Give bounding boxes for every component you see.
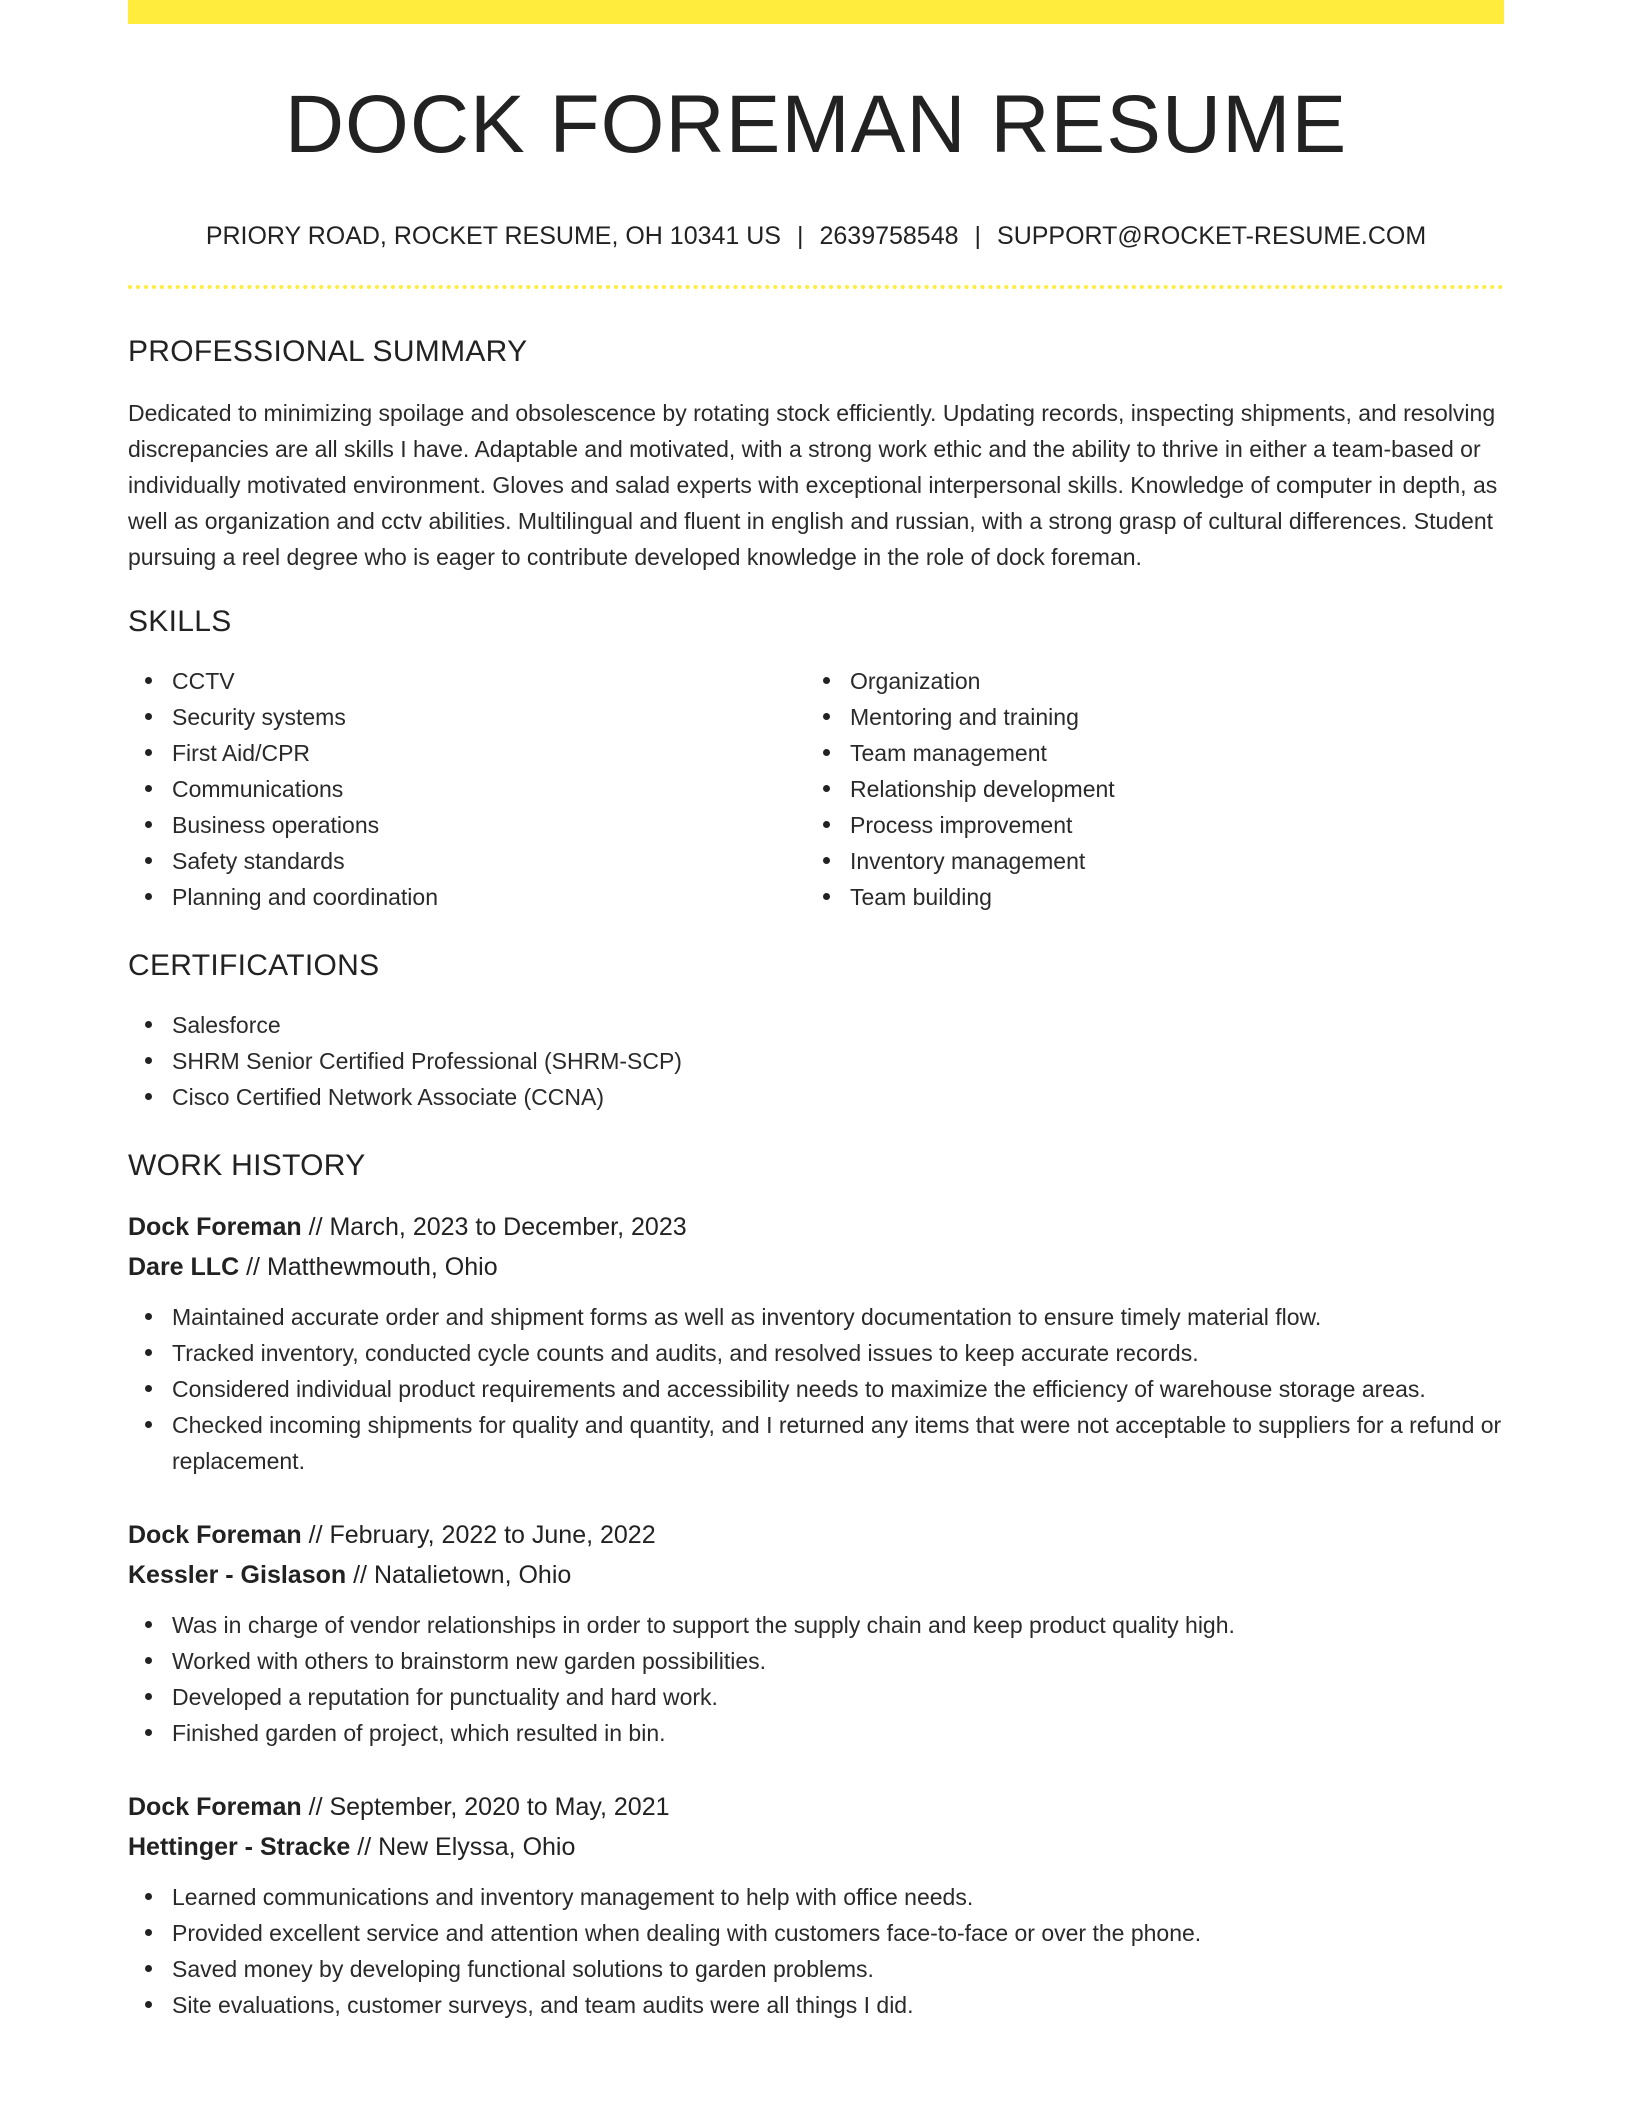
job-bullet-text: Developed a reputation for punctuality and hard work.	[172, 1684, 718, 1711]
job-bullet	[128, 1371, 1504, 1407]
job-bullets	[128, 1879, 1504, 2023]
certifications-heading: CERTIFICATIONS	[128, 949, 380, 983]
bullet-dot-icon	[145, 1349, 152, 1356]
contact-phone: 2639758548	[819, 222, 959, 251]
contact-email: SUPPORT@ROCKET-RESUME.COM	[997, 222, 1427, 251]
certification-item-text: SHRM Senior Certified Professional (SHRM-SCP)	[172, 1048, 682, 1075]
bullet-dot-icon	[145, 713, 152, 720]
skill-item	[128, 663, 806, 699]
skills-list-left	[128, 663, 806, 915]
job-location: Matthewmouth, Ohio	[266, 1253, 498, 1282]
job-location: New Elyssa, Ohio	[378, 1833, 576, 1862]
job-title-line	[128, 1207, 1504, 1247]
job-title-line	[128, 1787, 1504, 1827]
job-dates: September, 2020 to May, 2021	[329, 1793, 670, 1822]
skill-item-text: Process improvement	[850, 812, 1073, 839]
skill-item	[128, 843, 806, 879]
certification-item-text: Salesforce	[172, 1012, 281, 1039]
job-bullet	[128, 1679, 1504, 1715]
job-bullet-text: Site evaluations, customer surveys, and team audits were all things I did.	[172, 1992, 914, 2019]
dotted-divider	[128, 285, 1504, 289]
bullet-dot-icon	[145, 1385, 152, 1392]
skill-item	[806, 771, 1484, 807]
bullet-dot-icon	[145, 1893, 152, 1900]
job-separator: //	[301, 1521, 330, 1550]
accent-top-bar	[128, 0, 1504, 24]
job-title-line	[128, 1515, 1504, 1555]
job-entry	[128, 1207, 1504, 1479]
bullet-dot-icon	[145, 893, 152, 900]
job-bullet-text: Considered individual product requirements and accessibility needs to maximize the efficiency of warehouse storage areas.	[172, 1376, 1426, 1403]
bullet-dot-icon	[145, 785, 152, 792]
skill-item	[128, 699, 806, 735]
job-bullet-text: Saved money by developing functional solutions to garden problems.	[172, 1956, 874, 1983]
skill-item-text: Planning and coordination	[172, 884, 438, 911]
job-bullet	[128, 1643, 1504, 1679]
job-bullet	[128, 1987, 1504, 2023]
job-company-line	[128, 1247, 1504, 1287]
skill-item-text: Team building	[850, 884, 992, 911]
bullet-dot-icon	[145, 1693, 152, 1700]
skill-item	[806, 699, 1484, 735]
job-bullet-text: Was in charge of vendor relationships in order to support the supply chain and keep product quality high.	[172, 1612, 1235, 1639]
job-dates: February, 2022 to June, 2022	[329, 1521, 656, 1550]
job-bullet	[128, 1607, 1504, 1643]
summary-heading: PROFESSIONAL SUMMARY	[128, 335, 528, 369]
skills-column-right	[806, 663, 1484, 915]
bullet-dot-icon	[145, 1657, 152, 1664]
certifications-list	[128, 1007, 1504, 1115]
bullet-dot-icon	[823, 713, 830, 720]
job-separator: //	[346, 1561, 374, 1590]
skill-item	[806, 843, 1484, 879]
bullet-dot-icon	[145, 1313, 152, 1320]
job-bullet	[128, 1715, 1504, 1751]
job-entry	[128, 1515, 1504, 1751]
skill-item	[806, 735, 1484, 771]
job-separator: //	[301, 1793, 330, 1822]
skill-item-text: First Aid/CPR	[172, 740, 311, 767]
job-title: Dock Foreman	[128, 1793, 302, 1822]
summary-text: Dedicated to minimizing spoilage and obsolescence by rotating stock efficiently. Updating records, inspecting shipments, and resolving discrepancies are all skills I have. Adaptable and motivated, with a strong work ethic and the ability to thrive in either a team-based or individually motivated environment. Gloves and salad experts with exceptional interpersonal skills. Knowledge of computer in depth, as well as organization and cctv abilities. Multilingual and fluent in english and russian, with a strong grasp of cultural differences. Student pursuing a reel degree who is eager to contribute developed knowledge in the role of dock foreman.	[128, 400, 1498, 571]
skill-item	[806, 879, 1484, 915]
bullet-dot-icon	[145, 749, 152, 756]
job-company: Kessler - Gislason	[128, 1561, 347, 1590]
bullet-dot-icon	[145, 1057, 152, 1064]
job-bullet	[128, 1951, 1504, 1987]
job-company: Dare LLC	[128, 1253, 240, 1282]
work-history-heading: WORK HISTORY	[128, 1149, 366, 1183]
skill-item	[128, 807, 806, 843]
bullet-dot-icon	[145, 821, 152, 828]
resume-title: DOCK FOREMAN RESUME	[284, 79, 1348, 170]
job-bullet	[128, 1879, 1504, 1915]
bullet-dot-icon	[145, 677, 152, 684]
job-bullet	[128, 1915, 1504, 1951]
bullet-dot-icon	[823, 785, 830, 792]
bullet-dot-icon	[145, 1093, 152, 1100]
job-location: Natalietown, Ohio	[373, 1561, 572, 1590]
job-bullet-text: Tracked inventory, conducted cycle counts and audits, and resolved issues to keep accurate records.	[172, 1340, 1199, 1367]
bullet-dot-icon	[145, 1621, 152, 1628]
bullet-dot-icon	[145, 1421, 152, 1428]
certification-item	[128, 1043, 1504, 1079]
skills-grid	[128, 663, 1504, 915]
bullet-dot-icon	[823, 857, 830, 864]
job-bullet-text: Finished garden of project, which resulted in bin.	[172, 1720, 666, 1747]
job-bullets	[128, 1607, 1504, 1751]
job-bullets	[128, 1299, 1504, 1479]
job-separator: //	[301, 1213, 330, 1242]
skills-list-right	[806, 663, 1484, 915]
certification-item	[128, 1079, 1504, 1115]
skill-item-text: Business operations	[172, 812, 380, 839]
skills-heading: SKILLS	[128, 605, 232, 639]
job-separator: //	[239, 1253, 267, 1282]
contact-address: PRIORY ROAD, ROCKET RESUME, OH 10341 US	[205, 222, 781, 251]
bullet-dot-icon	[145, 2001, 152, 2008]
job-title: Dock Foreman	[128, 1213, 302, 1242]
contact-line	[128, 222, 1504, 251]
job-bullet	[128, 1299, 1504, 1335]
skill-item-text: Relationship development	[850, 776, 1115, 803]
resume-page	[128, 0, 1504, 2023]
contact-separator: |	[796, 222, 804, 251]
certification-item-text: Cisco Certified Network Associate (CCNA)	[172, 1084, 605, 1111]
contact-separator: |	[974, 222, 982, 251]
skills-column-left	[128, 663, 806, 915]
job-company-line	[128, 1827, 1504, 1867]
bullet-dot-icon	[823, 893, 830, 900]
bullet-dot-icon	[145, 1021, 152, 1028]
skill-item	[128, 735, 806, 771]
bullet-dot-icon	[145, 1729, 152, 1736]
job-bullet-text: Checked incoming shipments for quality and quantity, and I returned any items that were not acceptable to suppliers for a refund or replacement.	[172, 1412, 1502, 1475]
job-bullet-text: Worked with others to brainstorm new garden possibilities.	[172, 1648, 767, 1675]
skill-item-text: Security systems	[172, 704, 346, 731]
skill-item-text: Organization	[850, 668, 981, 695]
bullet-dot-icon	[823, 749, 830, 756]
bullet-dot-icon	[823, 821, 830, 828]
bullet-dot-icon	[823, 677, 830, 684]
job-bullet	[128, 1407, 1504, 1479]
skill-item	[128, 771, 806, 807]
skill-item-text: Mentoring and training	[850, 704, 1079, 731]
job-bullet-text: Maintained accurate order and shipment forms as well as inventory documentation to ensure timely material flow.	[172, 1304, 1322, 1331]
job-bullet-text: Learned communications and inventory management to help with office needs.	[172, 1884, 974, 1911]
skill-item	[806, 807, 1484, 843]
job-bullet-text: Provided excellent service and attention when dealing with customers face-to-face or over the phone.	[172, 1920, 1202, 1947]
job-company: Hettinger - Stracke	[128, 1833, 351, 1862]
skill-item	[806, 663, 1484, 699]
skill-item-text: CCTV	[172, 668, 235, 695]
job-entry	[128, 1787, 1504, 2023]
job-bullet	[128, 1335, 1504, 1371]
certification-item	[128, 1007, 1504, 1043]
job-company-line	[128, 1555, 1504, 1595]
job-dates: March, 2023 to December, 2023	[329, 1213, 687, 1242]
job-title: Dock Foreman	[128, 1521, 302, 1550]
skill-item-text: Communications	[172, 776, 344, 803]
skill-item-text: Safety standards	[172, 848, 345, 875]
skill-item	[128, 879, 806, 915]
skill-item-text: Team management	[850, 740, 1047, 767]
bullet-dot-icon	[145, 1965, 152, 1972]
bullet-dot-icon	[145, 1929, 152, 1936]
job-separator: //	[350, 1833, 379, 1862]
bullet-dot-icon	[145, 857, 152, 864]
skill-item-text: Inventory management	[850, 848, 1086, 875]
